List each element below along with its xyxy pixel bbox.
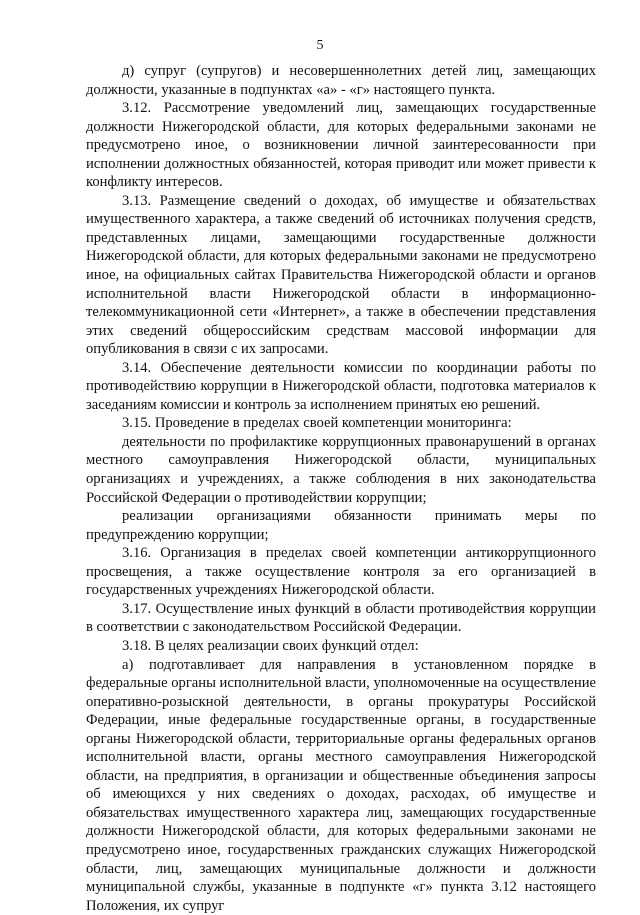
paragraph-monitoring-local-government: деятельности по профилактике коррупционных правонарушений в органах местного самоуправления Нижегородской области, муниципальных организациях и учреждениях, а также соблюдения в них законодательства Российской Федерации о противодействии коррупции; <box>86 433 596 507</box>
paragraph-3-15: 3.15. Проведение в пределах своей компетенции мониторинга: <box>86 414 596 433</box>
paragraph-3-13: 3.13. Размещение сведений о доходах, об имуществе и обязательствах имущественного характера, а также сведений об источниках получения средств, представленных лицами, замещающими государственные должности Нижегородской области, для которых федеральными законами не предусмотрено иное, на официальных сайтах Правительства Нижегородской области и органов исполнительной власти Нижегородской области в информационно-телекоммуникационной сети «Интернет», а также в обеспечении представления этих сведений общероссийским средствам массовой информации для опубликования в связи с их запросами. <box>86 192 596 359</box>
page-number: 5 <box>0 38 640 54</box>
paragraph-3-18-a: а) подготавливает для направления в установленном порядке в федеральные органы исполнительной власти, уполномоченные на осуществление оперативно-розыскной деятельности, в органы прокуратуры Российской Федерации, иные федеральные государственные органы, в государственные органы Нижегородской области, территориальные органы федеральных органов исполнительной власти, органы местного самоуправления Нижегородской области, на предприятия, в организации и общественные объединения запросы об имеющихся у них сведениях о доходах, расходах, об имуществе и обязательствах имущественного характера лиц, замещающих государственные должности Нижегородской области, для которых федеральными законами не предусмотрено иное, государственных гражданских служащих Нижегородской области, лиц, замещающих муниципальные должности и должности муниципальной службы, указанные в подпункте «г» пункта 3.12 настоящего Положения, их супруг <box>86 656 596 915</box>
paragraph-monitoring-organizations: реализации организациями обязанности принимать меры по предупреждению коррупции; <box>86 507 596 544</box>
paragraph-3-12: 3.12. Рассмотрение уведомлений лиц, замещающих государственные должности Нижегородской области, для которых федеральными законами не предусмотрено иное, о возникновении личной заинтересованности при исполнении должностных обязанностей, которая приводит или может привести к конфликту интересов. <box>86 99 596 192</box>
paragraph-3-14: 3.14. Обеспечение деятельности комиссии по координации работы по противодействию коррупции в Нижегородской области, подготовка материалов к заседаниям комиссии и контроль за исполнением принятых ею решений. <box>86 359 596 415</box>
paragraph-3-18: 3.18. В целях реализации своих функций отдел: <box>86 637 596 656</box>
document-body <box>86 62 596 915</box>
paragraph-3-16: 3.16. Организация в пределах своей компетенции антикоррупционного просвещения, а также осуществление контроля за его организацией в государственных учреждениях Нижегородской области. <box>86 544 596 600</box>
paragraph-item-d-spouses: д) супруг (супругов) и несовершеннолетних детей лиц, замещающих должности, указанные в подпунктах «а» - «г» настоящего пункта. <box>86 62 596 99</box>
paragraph-3-17: 3.17. Осуществление иных функций в области противодействия коррупции в соответствии с законодательством Российской Федерации. <box>86 600 596 637</box>
